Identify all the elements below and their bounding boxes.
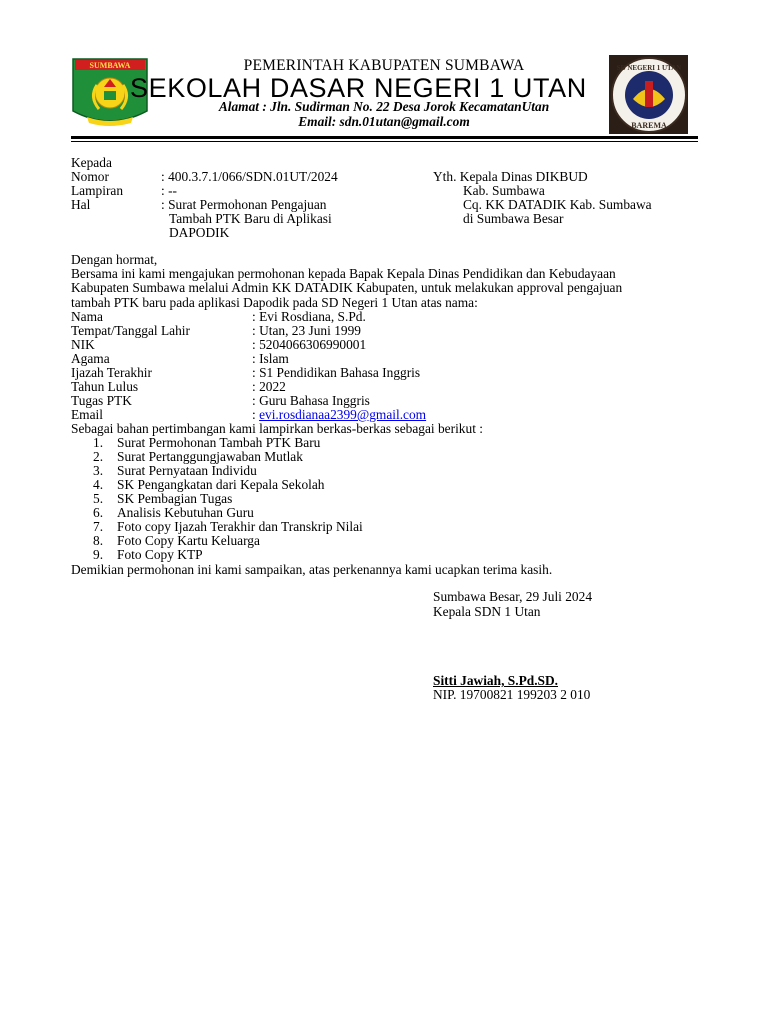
field-value: : Guru Bahasa Inggris — [252, 393, 370, 408]
attachment-number: 7. — [93, 519, 104, 534]
field-label: Ijazah Terakhir — [71, 365, 152, 380]
svg-text:BAREMA: BAREMA — [631, 121, 667, 130]
attachment-item: SK Pembagian Tugas — [117, 491, 233, 506]
svg-text:SD NEGERI 1 UTAN: SD NEGERI 1 UTAN — [616, 64, 682, 72]
recipient-line: di Sumbawa Besar — [463, 211, 564, 226]
closing-sentence: Demikian permohonan ini kami sampaikan, atas perkenannya kami ucapkan terima kasih. — [71, 562, 553, 577]
email-link[interactable]: evi.rosdianaa2399@gmail.com — [259, 407, 427, 422]
hal-value-line2: Tambah PTK Baru di Aplikasi — [169, 211, 332, 226]
attachment-number: 6. — [93, 505, 104, 520]
field-value: : Islam — [252, 351, 289, 366]
recipient-line: Kab. Sumbawa — [463, 183, 545, 198]
field-value: : S1 Pendidikan Bahasa Inggris — [252, 365, 421, 380]
recipient-line: Cq. KK DATADIK Kab. Sumbawa — [463, 197, 652, 212]
signatory-name: Sitti Jawiah, S.Pd.SD. — [433, 673, 559, 688]
signatory-nip: NIP. 19700821 199203 2 010 — [433, 687, 591, 702]
field-label: Tahun Lulus — [71, 379, 139, 394]
logo-text: SUMBAWA — [89, 61, 131, 70]
attachment-item: SK Pengangkatan dari Kepala Sekolah — [117, 477, 325, 492]
signature-position: Kepala SDN 1 Utan — [433, 604, 541, 619]
attachment-item: Surat Pernyataan Individu — [117, 463, 257, 478]
attachment-number: 2. — [93, 449, 104, 464]
kepada-label: Kepada — [71, 155, 112, 170]
field-value: : 2022 — [252, 379, 286, 394]
nomor-label: Nomor — [71, 169, 109, 184]
nomor-value: : 400.3.7.1/066/SDN.01UT/2024 — [161, 169, 338, 184]
school-address: Alamat : Jln. Sudirman No. 22 Desa Jorok KecamatanUtan — [218, 99, 550, 114]
attachment-number: 9. — [93, 547, 104, 562]
field-value: : 5204066306990001 — [252, 337, 367, 352]
recipient-line: Yth. Kepala Dinas DIKBUD — [433, 169, 588, 184]
attachment-number: 4. — [93, 477, 104, 492]
lampiran-label: Lampiran — [71, 183, 124, 198]
attachment-number: 1. — [93, 435, 104, 450]
intro-line: Kabupaten Sumbawa melalui Admin KK DATADIK Kabupaten, untuk melakukan approval pengajuan — [71, 280, 623, 295]
greeting: Dengan hormat, — [71, 252, 158, 267]
attachment-item: Analisis Kebutuhan Guru — [117, 505, 254, 520]
field-label: Email — [71, 407, 103, 422]
attachment-item: Foto copy Ijazah Terakhir dan Transkrip Nilai — [117, 519, 363, 534]
attachment-item: Foto Copy Kartu Keluarga — [117, 533, 260, 548]
government-title: PEMERINTAH KABUPATEN SUMBAWA — [243, 57, 525, 74]
attachment-number: 8. — [93, 533, 104, 548]
attachment-item: Foto Copy KTP — [117, 547, 203, 562]
email-colon: : — [252, 407, 260, 422]
hal-label: Hal — [71, 197, 91, 212]
field-value: : Evi Rosdiana, S.Pd. — [252, 309, 366, 324]
field-label: Agama — [71, 351, 110, 366]
attachments-intro: Sebagai bahan pertimbangan kami lampirkan berkas-berkas sebagai berikut : — [71, 421, 483, 436]
field-label: NIK — [71, 337, 95, 352]
intro-line: Bersama ini kami mengajukan permohonan kepada Bapak Kepala Dinas Pendidikan dan Kebudayaan — [71, 266, 616, 281]
attachment-number: 3. — [93, 463, 104, 478]
attachment-item: Surat Permohonan Tambah PTK Baru — [117, 435, 321, 450]
school-badge-logo — [609, 55, 688, 134]
field-label: Tempat/Tanggal Lahir — [71, 323, 190, 338]
header-rule-thin — [71, 141, 698, 142]
hal-value: : Surat Permohonan Pengajuan — [161, 197, 327, 212]
school-email: Email: sdn.01utan@gmail.com — [298, 114, 470, 129]
header-rule-thick — [71, 136, 698, 139]
lampiran-value: : -- — [161, 183, 177, 198]
field-label: Nama — [71, 309, 103, 324]
signature-place-date: Sumbawa Besar, 29 Juli 2024 — [433, 589, 593, 604]
attachment-number: 5. — [93, 491, 104, 506]
field-value: : Utan, 23 Juni 1999 — [252, 323, 361, 338]
intro-line: tambah PTK baru pada aplikasi Dapodik pada SD Negeri 1 Utan atas nama: — [71, 295, 478, 310]
hal-value-line3: DAPODIK — [169, 225, 230, 240]
attachment-item: Surat Pertanggungjawaban Mutlak — [117, 449, 303, 464]
school-name: SEKOLAH DASAR NEGERI 1 UTAN — [130, 73, 587, 103]
field-label: Tugas PTK — [71, 393, 132, 408]
